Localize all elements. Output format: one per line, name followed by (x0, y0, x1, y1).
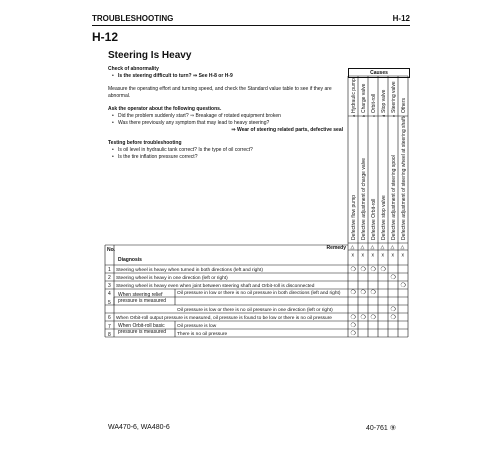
symptom-mark: ❍ (360, 267, 366, 273)
bullet: • (112, 113, 114, 119)
page-code: H-12 (92, 30, 119, 44)
section-title: TROUBLESHOOTING (92, 14, 174, 23)
diagnosis-text: Steering wheel is heavy even when joint between steering shaft and Orbit-roll is disconnected (116, 284, 315, 289)
diagnosis-text: Steering wheel is heavy when turned in both directions (left and right) (116, 268, 263, 273)
cause-name: Stop valve (381, 89, 387, 113)
cause-name: Hydraulic pump (351, 78, 357, 113)
x-mark: x (401, 252, 404, 259)
causes-label: Causes (348, 68, 410, 78)
symptom-mark: ❍ (390, 315, 396, 321)
row-number: 4 (108, 291, 111, 297)
remedy-mark: △ (390, 244, 395, 251)
diagnosis-text: Oil pressure is low or there is no oil pressure in one direction (left or right) (177, 308, 333, 313)
diagnosis-text: Steering wheel is heavy in one direction (left or right) (116, 276, 228, 281)
check-heading: Check of abnormality (108, 66, 159, 72)
row-number: 5 (108, 300, 111, 306)
x-mark: x (351, 252, 354, 259)
remedy-name: Defective flow pump (351, 194, 357, 240)
symptom-mark: ❍ (350, 290, 356, 296)
page-title: Steering Is Heavy (108, 50, 192, 61)
row-number: 2 (108, 275, 111, 281)
row-number: 7 (108, 324, 111, 330)
row-number: 8 (108, 332, 111, 338)
check-note: Measure the operating effort and turning speed, and check the Standard value table to see if they are abnormal. (108, 86, 332, 99)
remedy-name: Defective adjustment of charge valve (361, 158, 367, 240)
symptom-mark: ❍ (400, 283, 406, 289)
cause-name: Steering valve (391, 81, 397, 113)
bullet: • (112, 73, 114, 79)
symptom-mark: ❍ (370, 315, 376, 321)
footer-page (366, 424, 396, 432)
cause-letter: c (371, 115, 376, 117)
ask-question-2: Was there previously any symptom that may lead to heavy steering? (118, 120, 270, 126)
x-mark: x (371, 252, 374, 259)
bullet: • (112, 154, 114, 160)
x-mark: x (391, 252, 394, 259)
bullet: • (112, 147, 114, 153)
remedy-mark: △ (380, 244, 385, 251)
symptom-mark: ❍ (350, 315, 356, 321)
remedy-name: Defective stop valve (381, 195, 387, 240)
revision-mark: ⑨ (389, 425, 397, 432)
row-number: 6 (108, 315, 111, 321)
symptom-mark: ❍ (350, 267, 356, 273)
symptom-mark: ❍ (370, 267, 376, 273)
symptom-mark: ❍ (370, 290, 376, 296)
row-number: 3 (108, 283, 111, 289)
symptom-mark: ❍ (350, 331, 356, 337)
symptom-mark: ❍ (390, 307, 396, 313)
testing-question-2: Is the tire inflation pressure correct? (118, 154, 198, 160)
cause-name: Orbit-roll (371, 93, 377, 113)
testing-heading: Testing before troubleshooting (108, 140, 182, 146)
x-mark: x (361, 252, 364, 259)
remedy-name: Defective adjustment of steering spool (391, 155, 397, 240)
symptom-mark: ❍ (350, 323, 356, 329)
row-number: 1 (108, 267, 111, 273)
x-mark: x (381, 252, 384, 259)
cause-letter: f (401, 115, 406, 117)
footer-model: WA470-6, WA480-6 (108, 424, 170, 431)
ask-result: ⇒ Wear of steering related parts, defective seal (231, 127, 343, 133)
diagnosis-text: There is no oil pressure (177, 332, 228, 337)
remedy-name: Defective adjustment of steering wheel at steering shaft (401, 117, 407, 240)
symptom-mark: ❍ (360, 290, 366, 296)
group-label: When steering relief pressure is measured (118, 292, 167, 304)
cause-letter: d (381, 114, 386, 117)
diagnosis-text: When Orbit-roll output pressure is measured, oil pressure is found to be low or there is no oil pressure (116, 316, 332, 321)
ask-heading: Ask the operator about the following questions. (108, 106, 222, 112)
no-header: No. (107, 247, 116, 253)
cause-name: Charge valve (361, 83, 367, 113)
group-label: When Orbit-roll basic pressure is measured (118, 323, 167, 335)
cause-name: Others (401, 97, 407, 113)
page-number: 40-761 (366, 425, 388, 432)
check-question: Is the steering difficult to turn? ⇒ See H-8 or H-9 (118, 73, 233, 79)
symptom-mark: ❍ (390, 275, 396, 281)
remedy-mark: △ (370, 244, 375, 251)
diagnosis-text: Oil pressure in low or there is no oil pressure in both directions (left and right) (177, 291, 341, 296)
symptom-mark: ❍ (380, 267, 386, 273)
remedy-mark: △ (360, 244, 365, 251)
remedy-label: Remedy (326, 245, 346, 251)
cause-letter: e (391, 114, 396, 117)
bullet: • (112, 120, 114, 126)
diagnosis-text: Oil pressure is low (177, 324, 217, 329)
testing-question-1: Is oil level in hydraulic tank correct? Is the type of oil correct? (118, 147, 253, 153)
diagnosis-header: Diagnosis (118, 257, 142, 263)
remedy-mark: △ (400, 244, 405, 251)
cause-letter: a (351, 114, 356, 117)
cause-letter: b (361, 114, 366, 117)
remedy-mark: △ (350, 244, 355, 251)
header-code: H-12 (392, 14, 410, 23)
remedy-name: Defective Orbit-roll (371, 198, 377, 240)
ask-question-1: Did the problem suddenly start? ⇒ Breakage of rotated equipment broken (118, 113, 281, 119)
symptom-mark: ❍ (360, 315, 366, 321)
